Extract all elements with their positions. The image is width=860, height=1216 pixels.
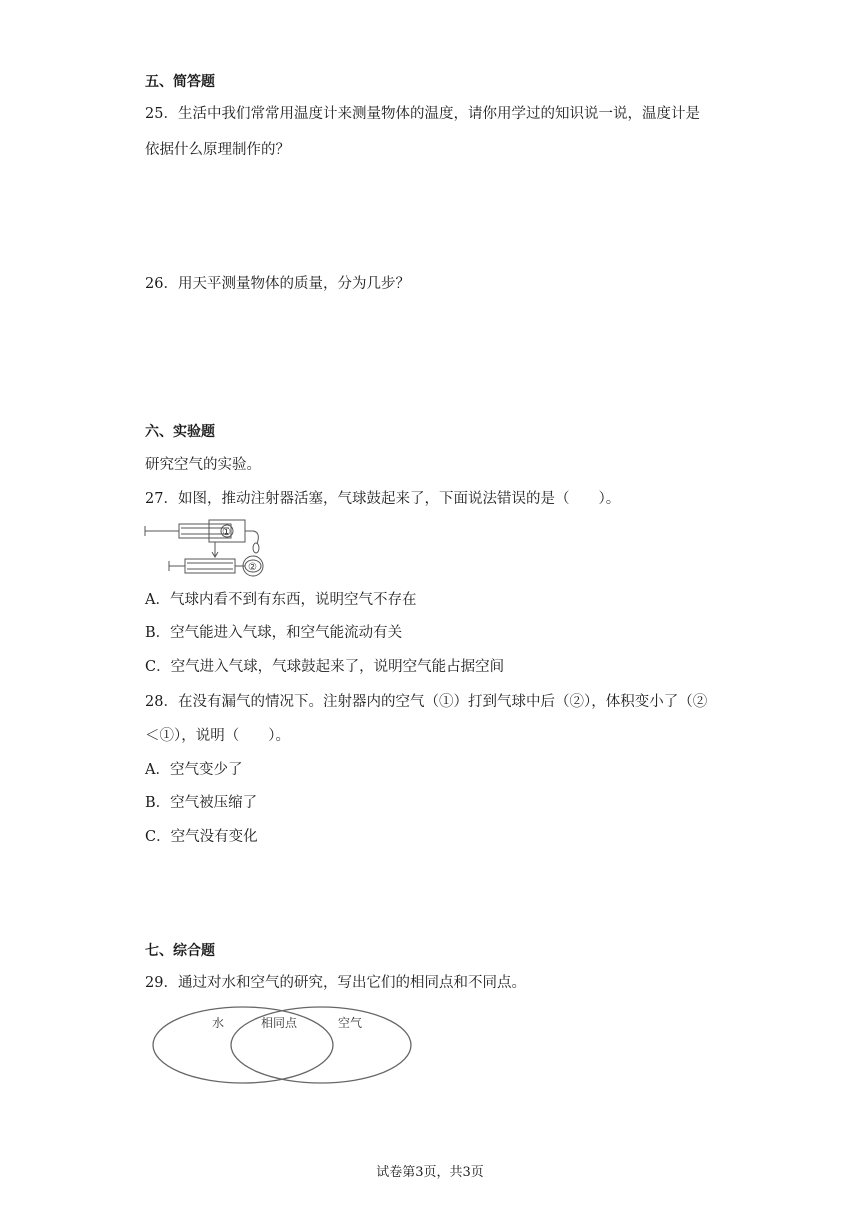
venn-label-common: 相同点 bbox=[261, 1016, 298, 1030]
venn-diagram bbox=[148, 1005, 418, 1087]
question-28-option-c: C．空气没有变化 bbox=[145, 829, 258, 845]
page-footer: 试卷第3页，共3页 bbox=[376, 1165, 484, 1180]
question-29: 29．通过对水和空气的研究，写出它们的相同点和不同点。 bbox=[145, 975, 526, 991]
question-27-option-a: A．气球内看不到有东西，说明空气不存在 bbox=[145, 592, 417, 608]
experiment-intro: 研究空气的实验。 bbox=[145, 457, 261, 473]
venn-circle-air bbox=[231, 1007, 411, 1083]
syringe-balloon-figure bbox=[143, 518, 273, 580]
venn-label-water: 水 bbox=[212, 1016, 225, 1030]
venn-circle-water bbox=[153, 1007, 333, 1083]
question-25-line-1: 25．生活中我们常常用温度计来测量物体的温度，请你用学过的知识说一说，温度计是 bbox=[145, 106, 700, 122]
section-heading-6: 六、实验题 bbox=[145, 424, 215, 440]
question-28-line-1: 28．在没有漏气的情况下。注射器内的空气（①）打到气球中后（②），体积变小了（② bbox=[145, 694, 708, 710]
question-27: 27．如图，推动注射器活塞，气球鼓起来了，下面说法错误的是（ ）。 bbox=[145, 491, 621, 507]
question-28-option-a: A．空气变少了 bbox=[145, 762, 243, 778]
question-28-line-2: ＜①），说明（ ）。 bbox=[145, 728, 290, 744]
question-26: 26．用天平测量物体的质量，分为几步？ bbox=[145, 276, 410, 292]
question-28-option-b: B．空气被压缩了 bbox=[145, 795, 258, 811]
venn-label-air: 空气 bbox=[338, 1016, 363, 1030]
question-27-option-c: C．空气进入气球，气球鼓起来了，说明空气能占据空间 bbox=[145, 659, 505, 675]
section-heading-7: 七、综合题 bbox=[145, 943, 215, 959]
section-heading-5: 五、简答题 bbox=[145, 74, 215, 90]
question-27-option-b: B．空气能进入气球，和空气能流动有关 bbox=[145, 625, 403, 641]
figure-label-1: ① bbox=[222, 527, 231, 538]
question-25-line-2: 依据什么原理制作的？ bbox=[145, 142, 290, 158]
figure-label-2: ② bbox=[248, 562, 257, 573]
